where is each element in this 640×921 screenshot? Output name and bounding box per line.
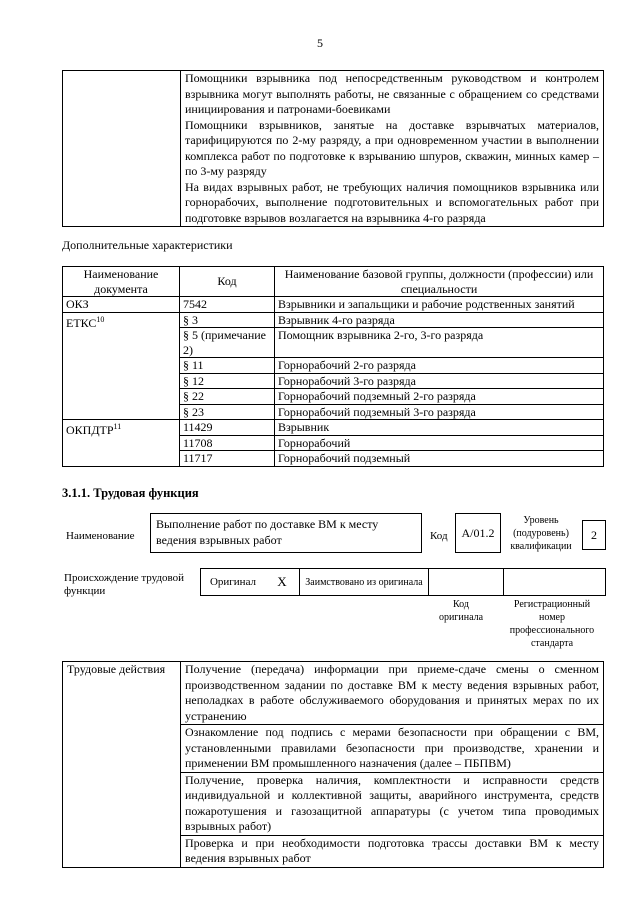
name-cell: Помощник взрывника 2-го, 3-го разряда bbox=[275, 328, 604, 358]
additional-heading: Дополнительные характеристики bbox=[62, 238, 233, 252]
code-cell: 11717 bbox=[180, 451, 275, 467]
level-box: 2 bbox=[582, 520, 606, 550]
additional-table bbox=[62, 266, 604, 467]
reg-number-cell bbox=[504, 569, 605, 595]
origin-label: Происхождение трудовой функции bbox=[64, 572, 185, 597]
name-cell: Горнорабочий 2-го разряда bbox=[275, 358, 604, 374]
page-number: 5 bbox=[317, 36, 323, 50]
actions-table bbox=[62, 661, 604, 868]
code-cell: § 11 bbox=[180, 358, 275, 374]
name-label: Наименование bbox=[66, 530, 135, 542]
code-cell: § 23 bbox=[180, 404, 275, 420]
requirement-paragraph: Помощники взрывника под непосредственным руководством и контролем взрывника могут выполнять работы, не связанные с обращением со средствами инициирования и патронами-боевиками bbox=[185, 71, 599, 116]
original-label: Оригинал bbox=[209, 576, 257, 588]
action-item: Получение (передача) информации при приеме-сдаче смены о сменном производственном задании по доставке ВМ к месту ведения взрывных работ, неполадках в работе обслуживаемого оборудования и принятых мерах по их устранению bbox=[181, 662, 604, 725]
header-code: Код bbox=[180, 267, 275, 297]
action-item: Получение, проверка наличия, комплектности и исправности средств индивидуальной и коллективной защиты, аварийного инструмента, средств пожаротушения и газозащитной аппаратуры (с учетом типа проводимых взрывных работ) bbox=[181, 772, 604, 835]
actions-label: Трудовые действия bbox=[63, 662, 181, 868]
code-cell: § 12 bbox=[180, 373, 275, 389]
name-cell: Горнорабочий подземный 3-го разряда bbox=[275, 404, 604, 420]
reg-number-label: Регистрационный номер профессионального стандарта bbox=[509, 599, 595, 649]
doc-cell: ОКЗ bbox=[63, 297, 180, 313]
code-cell: 11429 bbox=[180, 420, 275, 436]
orig-code-label: Код оригинала bbox=[438, 599, 484, 623]
name-cell: Горнорабочий подземный bbox=[275, 451, 604, 467]
function-name-box: Выполнение работ по доставке ВМ к месту ведения взрывных работ bbox=[150, 513, 422, 553]
name-cell: Горнорабочий bbox=[275, 435, 604, 451]
name-cell: Взрывник bbox=[275, 420, 604, 436]
code-cell: § 5 (примечание 2) bbox=[180, 328, 275, 358]
code-cell: 7542 bbox=[180, 297, 275, 313]
doc-label: ОКПДТР bbox=[66, 423, 114, 437]
requirement-paragraph: На видах взрывных работ, не требующих наличия помощников взрывника или горнорабочих, выполнение подготовительных и вспомогательных работ при подготовке взрывов возлагается на взрывника 4-го разряда bbox=[185, 179, 599, 225]
code-cell: 11708 bbox=[180, 435, 275, 451]
code-cell: § 3 bbox=[180, 312, 275, 328]
empty-cell bbox=[63, 71, 181, 227]
function-code-box: А/01.2 bbox=[455, 513, 501, 553]
header-doc: Наименование документа bbox=[63, 267, 180, 297]
footnote-ref: 11 bbox=[113, 422, 122, 431]
requirement-paragraph: Помощники взрывников, занятые на доставке взрывчатых материалов, тарифицируются по 2-му разряду, а при одновременном участии в выполнении комплекса работ по подготовке к взрыванию шпуров, скважин, минных камер – по 3-му разряду bbox=[185, 117, 599, 178]
footnote-ref: 10 bbox=[96, 314, 105, 324]
function-heading: 3.1.1. Трудовая функция bbox=[62, 486, 199, 500]
name-cell: Горнорабочий 3-го разряда bbox=[275, 373, 604, 389]
name-cell: Взрывник 4-го разряда bbox=[275, 312, 604, 328]
original-mark: X bbox=[265, 569, 300, 595]
doc-cell bbox=[63, 312, 180, 420]
doc-cell bbox=[63, 420, 180, 467]
requirements-table bbox=[62, 70, 604, 227]
action-item: Проверка и при необходимости подготовка трассы доставки ВМ к месту ведения взрывных работ bbox=[181, 835, 604, 867]
borrowed-label: Заимствовано из оригинала bbox=[300, 569, 429, 595]
action-item: Ознакомление под подпись с мерами безопасности при обращении с ВМ, установленными правилами безопасности при производстве, хранении и применении ВМ промышленного назначения (далее – ПБПВМ) bbox=[181, 725, 604, 773]
name-cell: Взрывники и запальщики и рабочие родственных занятий bbox=[275, 297, 604, 313]
header-name: Наименование базовой группы, должности (профессии) или специальности bbox=[275, 267, 604, 297]
name-cell: Горнорабочий подземный 2-го разряда bbox=[275, 389, 604, 405]
code-label: Код bbox=[430, 530, 448, 542]
origin-box bbox=[200, 568, 606, 596]
requirements-cell bbox=[181, 71, 604, 227]
code-cell: § 22 bbox=[180, 389, 275, 405]
level-label: Уровень (подуровень) квалификации bbox=[510, 515, 572, 552]
orig-code-cell bbox=[429, 569, 504, 595]
doc-label: ЕТКС bbox=[66, 315, 97, 330]
